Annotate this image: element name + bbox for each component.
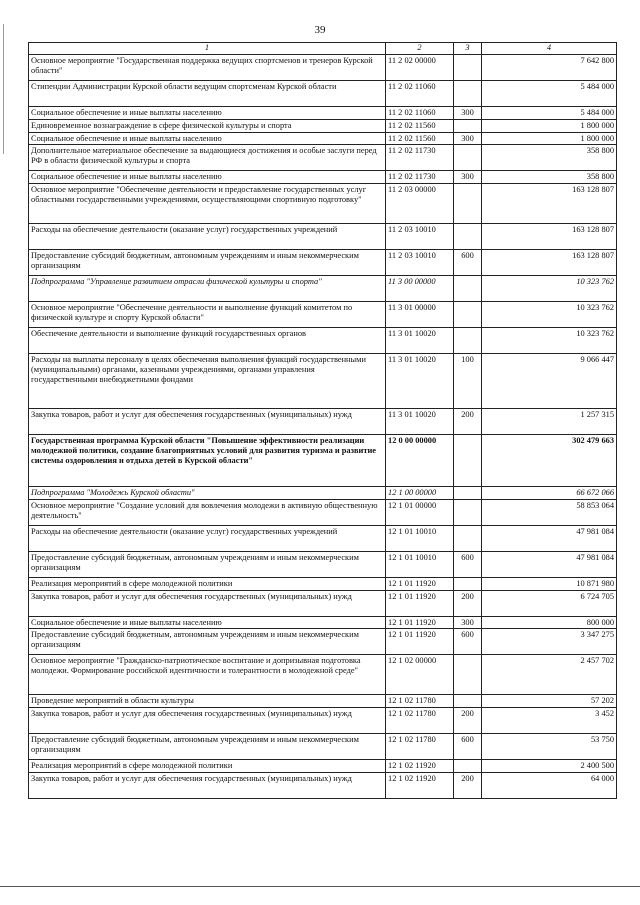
bottom-rule <box>0 886 640 887</box>
margin-rule <box>3 24 4 154</box>
row-amount-cell: 2 457 702 <box>482 655 617 695</box>
table-row <box>29 525 617 551</box>
row-kvr-cell <box>454 435 482 487</box>
row-kvr-cell <box>454 499 482 525</box>
table-row <box>29 760 617 773</box>
row-code-cell: 11 2 03 00000 <box>386 184 454 224</box>
row-name-cell: Государственная программа Курской области "Повышение эффективности реализации молодежной политики, создание благоприятных условий для развития туризма и развитие системы оздоровления и отдыха детей в Курской области" <box>29 435 386 487</box>
row-name-cell: Социальное обеспечение и иные выплаты населению <box>29 132 386 145</box>
row-amount-cell: 47 981 084 <box>482 551 617 577</box>
row-code-cell: 12 1 02 11780 <box>386 695 454 708</box>
row-kvr-cell <box>454 184 482 224</box>
page-number: 39 <box>314 24 326 36</box>
row-kvr-cell: 200 <box>454 708 482 734</box>
row-amount-cell: 2 400 500 <box>482 760 617 773</box>
table-row <box>29 734 617 760</box>
header-cell-name: 1 <box>29 43 386 55</box>
row-code-cell: 12 1 00 00000 <box>386 487 454 500</box>
row-name-cell: Единовременное вознаграждение в сфере физической культуры и спорта <box>29 119 386 132</box>
header-cell-amount: 4 <box>482 43 617 55</box>
row-name-cell: Основное мероприятие "Обеспечение деятельности и выполнение функций комитетом по физической культуре и спорту Курской области" <box>29 302 386 328</box>
row-name-cell: Закупка товаров, работ и услуг для обеспечения государственных (муниципальных) нужд <box>29 590 386 616</box>
row-amount-cell: 47 981 084 <box>482 525 617 551</box>
row-amount-cell: 163 128 807 <box>482 224 617 250</box>
table-row <box>29 224 617 250</box>
row-amount-cell: 358 800 <box>482 145 617 171</box>
row-code-cell: 11 2 02 00000 <box>386 55 454 81</box>
row-name-cell: Расходы на обеспечение деятельности (оказание услуг) государственных учреждений <box>29 224 386 250</box>
table-row <box>29 435 617 487</box>
table-row <box>29 487 617 500</box>
row-kvr-cell: 600 <box>454 734 482 760</box>
row-kvr-cell <box>454 302 482 328</box>
row-name-cell: Проведение мероприятий в области культуры <box>29 695 386 708</box>
row-name-cell: Основное мероприятие "Гражданско-патриотическое воспитание и допризывная подготовка молодежи. Формирование российской идентичности и толерантности в молодежной среде" <box>29 655 386 695</box>
table-row <box>29 55 617 81</box>
row-amount-cell: 5 484 000 <box>482 107 617 120</box>
table-row <box>29 328 617 354</box>
row-code-cell: 12 1 02 11780 <box>386 708 454 734</box>
row-kvr-cell <box>454 55 482 81</box>
row-code-cell: 11 3 01 10020 <box>386 409 454 435</box>
row-name-cell: Предоставление субсидий бюджетным, автономным учреждениям и иным некоммерческим организациям <box>29 551 386 577</box>
row-kvr-cell <box>454 760 482 773</box>
row-code-cell: 11 2 02 11060 <box>386 107 454 120</box>
row-kvr-cell <box>454 328 482 354</box>
table-row <box>29 81 617 107</box>
row-kvr-cell <box>454 695 482 708</box>
row-kvr-cell <box>454 119 482 132</box>
row-kvr-cell: 600 <box>454 250 482 276</box>
row-code-cell: 12 1 01 11920 <box>386 629 454 655</box>
table-row <box>29 302 617 328</box>
row-kvr-cell: 600 <box>454 551 482 577</box>
row-amount-cell: 800 000 <box>482 616 617 629</box>
row-amount-cell: 1 800 000 <box>482 119 617 132</box>
row-name-cell: Дополнительное материальное обеспечение за выдающиеся достижения и особые заслуги перед РФ в области физической культуры и спорта <box>29 145 386 171</box>
row-code-cell: 12 1 02 11920 <box>386 772 454 798</box>
table-row <box>29 695 617 708</box>
row-code-cell: 11 3 01 10020 <box>386 354 454 409</box>
row-code-cell: 12 0 00 00000 <box>386 435 454 487</box>
row-name-cell: Предоставление субсидий бюджетным, автономным учреждениям и иным некоммерческим организациям <box>29 250 386 276</box>
table-row <box>29 499 617 525</box>
table-row <box>29 772 617 798</box>
table-row <box>29 629 617 655</box>
row-kvr-cell: 200 <box>454 409 482 435</box>
header-cell-code: 2 <box>386 43 454 55</box>
row-amount-cell: 358 800 <box>482 171 617 184</box>
row-kvr-cell <box>454 487 482 500</box>
row-code-cell: 12 1 01 10010 <box>386 525 454 551</box>
row-code-cell: 12 1 01 11920 <box>386 616 454 629</box>
table-row <box>29 551 617 577</box>
row-name-cell: Основное мероприятие "Обеспечение деятельности и предоставление государственных услуг областными государственными учреждениями, осуществляющими спортивную подготовку" <box>29 184 386 224</box>
row-name-cell: Реализация мероприятий в сфере молодежной политики <box>29 577 386 590</box>
table-row <box>29 276 617 302</box>
row-code-cell: 12 1 01 10010 <box>386 551 454 577</box>
row-code-cell: 11 2 02 11730 <box>386 145 454 171</box>
table-row <box>29 590 617 616</box>
row-code-cell: 11 2 03 10010 <box>386 224 454 250</box>
row-kvr-cell <box>454 577 482 590</box>
row-amount-cell: 6 724 705 <box>482 590 617 616</box>
row-kvr-cell: 100 <box>454 354 482 409</box>
row-code-cell: 11 2 02 11730 <box>386 171 454 184</box>
row-code-cell: 12 1 02 11780 <box>386 734 454 760</box>
row-name-cell: Закупка товаров, работ и услуг для обеспечения государственных (муниципальных) нужд <box>29 772 386 798</box>
table-row <box>29 119 617 132</box>
row-amount-cell: 5 484 000 <box>482 81 617 107</box>
table-body <box>29 55 617 799</box>
row-kvr-cell: 300 <box>454 171 482 184</box>
row-code-cell: 11 3 00 00000 <box>386 276 454 302</box>
row-code-cell: 11 2 03 10010 <box>386 250 454 276</box>
row-code-cell: 11 2 02 11560 <box>386 132 454 145</box>
row-name-cell: Подпрограмма "Молодежь Курской области" <box>29 487 386 500</box>
row-code-cell: 11 3 01 00000 <box>386 302 454 328</box>
row-name-cell: Социальное обеспечение и иные выплаты населению <box>29 616 386 629</box>
row-amount-cell: 7 642 800 <box>482 55 617 81</box>
table-row <box>29 107 617 120</box>
row-kvr-cell <box>454 145 482 171</box>
row-name-cell: Основное мероприятие "Создание условий для вовлечения молодежи в активную общественную деятельность" <box>29 499 386 525</box>
table-row <box>29 145 617 171</box>
row-name-cell: Предоставление субсидий бюджетным, автономным учреждениям и иным некоммерческим организациям <box>29 629 386 655</box>
row-amount-cell: 10 323 762 <box>482 302 617 328</box>
row-amount-cell: 57 202 <box>482 695 617 708</box>
row-name-cell: Реализация мероприятий в сфере молодежной политики <box>29 760 386 773</box>
row-amount-cell: 66 672 066 <box>482 487 617 500</box>
table-row <box>29 132 617 145</box>
row-amount-cell: 163 128 807 <box>482 250 617 276</box>
row-code-cell: 11 2 02 11560 <box>386 119 454 132</box>
row-name-cell: Основное мероприятие "Государственная поддержка ведущих спортсменов и тренеров Курской области" <box>29 55 386 81</box>
row-name-cell: Закупка товаров, работ и услуг для обеспечения государственных (муниципальных) нужд <box>29 409 386 435</box>
row-code-cell: 11 3 01 10020 <box>386 328 454 354</box>
row-amount-cell: 10 323 762 <box>482 276 617 302</box>
row-amount-cell: 302 479 663 <box>482 435 617 487</box>
table-row <box>29 708 617 734</box>
row-kvr-cell: 600 <box>454 629 482 655</box>
row-name-cell: Расходы на обеспечение деятельности (оказание услуг) государственных учреждений <box>29 525 386 551</box>
row-amount-cell: 163 128 807 <box>482 184 617 224</box>
row-kvr-cell <box>454 81 482 107</box>
budget-table <box>28 42 617 799</box>
row-amount-cell: 9 066 447 <box>482 354 617 409</box>
table-row <box>29 409 617 435</box>
row-name-cell: Предоставление субсидий бюджетным, автономным учреждениям и иным некоммерческим организациям <box>29 734 386 760</box>
row-code-cell: 12 1 01 00000 <box>386 499 454 525</box>
table-row <box>29 616 617 629</box>
table-row <box>29 184 617 224</box>
table-row <box>29 171 617 184</box>
header-cell-kvr: 3 <box>454 43 482 55</box>
row-kvr-cell: 300 <box>454 132 482 145</box>
row-kvr-cell <box>454 655 482 695</box>
row-kvr-cell <box>454 224 482 250</box>
row-amount-cell: 1 257 315 <box>482 409 617 435</box>
row-amount-cell: 3 452 <box>482 708 617 734</box>
row-code-cell: 12 1 01 11920 <box>386 590 454 616</box>
row-name-cell: Подпрограмма "Управление развитием отрасли физической культуры и спорта" <box>29 276 386 302</box>
row-name-cell: Расходы на выплаты персоналу в целях обеспечения выполнения функций государственными (муниципальными) органами, казенными учреждениями, органами управления государственными внебюджетными фондами <box>29 354 386 409</box>
row-kvr-cell: 300 <box>454 107 482 120</box>
header-row <box>29 43 617 55</box>
row-code-cell: 12 1 01 11920 <box>386 577 454 590</box>
table-row <box>29 354 617 409</box>
row-code-cell: 12 1 02 00000 <box>386 655 454 695</box>
row-code-cell: 12 1 02 11920 <box>386 760 454 773</box>
row-name-cell: Закупка товаров, работ и услуг для обеспечения государственных (муниципальных) нужд <box>29 708 386 734</box>
row-amount-cell: 3 347 275 <box>482 629 617 655</box>
row-name-cell: Социальное обеспечение и иные выплаты населению <box>29 171 386 184</box>
row-code-cell: 11 2 02 11060 <box>386 81 454 107</box>
row-kvr-cell <box>454 276 482 302</box>
row-name-cell: Обеспечение деятельности и выполнение функций государственных органов <box>29 328 386 354</box>
table-row <box>29 577 617 590</box>
row-kvr-cell <box>454 525 482 551</box>
row-kvr-cell: 200 <box>454 772 482 798</box>
row-name-cell: Социальное обеспечение и иные выплаты населению <box>29 107 386 120</box>
row-amount-cell: 10 323 762 <box>482 328 617 354</box>
row-kvr-cell: 200 <box>454 590 482 616</box>
row-amount-cell: 58 853 064 <box>482 499 617 525</box>
row-amount-cell: 10 871 980 <box>482 577 617 590</box>
row-amount-cell: 1 800 000 <box>482 132 617 145</box>
row-amount-cell: 53 750 <box>482 734 617 760</box>
row-amount-cell: 64 000 <box>482 772 617 798</box>
row-name-cell: Стипендии Администрации Курской области ведущим спортсменам Курской области <box>29 81 386 107</box>
row-kvr-cell: 300 <box>454 616 482 629</box>
table-row <box>29 655 617 695</box>
table-row <box>29 250 617 276</box>
